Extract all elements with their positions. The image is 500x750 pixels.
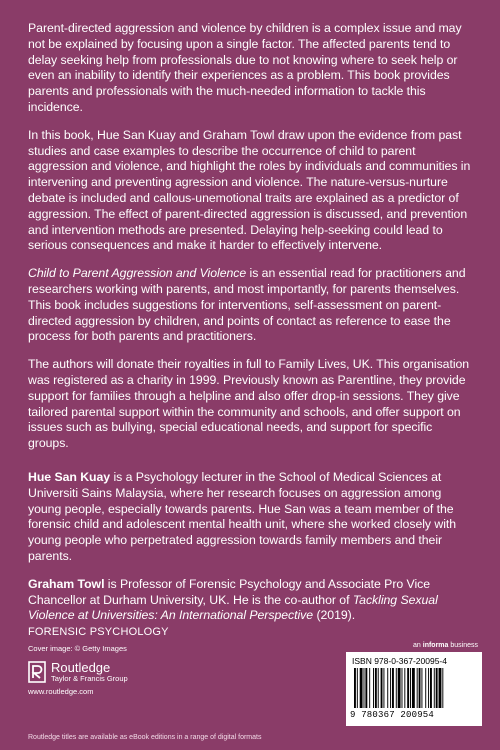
barcode-bar	[375, 668, 377, 708]
informa-business-label: an informa business	[413, 642, 478, 649]
barcode-bar	[387, 668, 388, 708]
author-2-year: (2019).	[313, 608, 356, 623]
barcode-icon	[352, 668, 476, 710]
barcode-bar	[412, 668, 415, 708]
routledge-logo-icon	[28, 661, 46, 683]
barcode-bar	[430, 668, 432, 708]
barcode-bar	[381, 668, 383, 708]
barcode-bar	[402, 668, 403, 708]
isbn-barcode-box	[346, 652, 482, 726]
barcode-bar	[436, 668, 438, 708]
publisher-block	[28, 626, 328, 696]
author-1-text: is a Psychology lecturer in the School of Medical Sciences at Universiti Sains Malaysia, where her research focuses on aggression among young people, especially towards parents. Hue San was a team member of the forensic child and adolescent mental health unit, where she worked closely with young people who perpetrated aggression towards family members and their parents.	[28, 469, 457, 563]
publisher-website: www.routledge.com	[28, 687, 94, 696]
barcode-bar	[364, 668, 365, 708]
barcode-bar	[396, 668, 397, 708]
author-1-name: Hue San Kuay	[28, 469, 111, 484]
barcode-bar	[357, 668, 358, 708]
author-bio-2	[28, 577, 476, 624]
barcode-bar	[378, 668, 379, 708]
barcode-bar	[442, 668, 443, 708]
publisher-name: Routledge	[51, 660, 111, 675]
barcode-bar	[354, 668, 356, 708]
publisher-logo-group	[28, 661, 328, 683]
barcode-bar	[392, 668, 394, 708]
book-title: Child to Parent Aggression and Violence	[28, 266, 247, 281]
barcode-bar	[421, 668, 422, 708]
ebook-note: Routledge titles are available as eBook editions in a range of digital formats	[28, 734, 262, 741]
barcode-bar	[383, 668, 384, 708]
barcode-bar	[417, 668, 418, 708]
description-paragraph-4: The authors will donate their royalties in full to Family Lives, UK. This organisation was registered as a charity in 1999. Previously known as Parentline, they provide support for families through a helpline and also offer drop-in sessions. They give tailored parental support within the community and schools, and offer support on issues such as bullying, special educational needs, and support for specific groups.	[28, 357, 470, 451]
isbn-label: ISBN 978-0-367-20095-4	[352, 656, 447, 666]
barcode-bar	[365, 668, 367, 708]
publisher-subtitle: Taylor & Francis Group	[51, 674, 128, 683]
barcode-bar	[398, 668, 401, 708]
barcode-bar	[425, 668, 426, 708]
category-label: FORENSIC PSYCHOLOGY	[28, 626, 169, 638]
barcode-bar	[404, 668, 405, 708]
informa-brand: informa	[422, 642, 449, 649]
barcode-bar	[390, 668, 391, 708]
barcode-bar	[360, 668, 363, 708]
barcode-bar	[434, 668, 435, 708]
description-paragraph-3	[28, 266, 476, 345]
barcode-bar	[373, 668, 374, 708]
description-paragraph-2: In this book, Hue San Kuay and Graham Towl draw upon the evidence from past studies and case examples to describe the occurrence of child to parent aggression and violence, and highlight the roles by individuals and communities in intervening and preventing agression and violence. The nature-versus-nurture debate is included and callous-unemotional traits are explained as a predictor of aggression. The effect of parent-directed aggression is discussed, and prevention and intervention methods are presented. Delaying help-seeking could lead to serious consequences and make it harder to effectively intervene.	[28, 127, 471, 253]
barcode-bar	[369, 668, 370, 708]
description-paragraph-1: Parent-directed aggression and violence by children is a complex issue and may not be explained by focusing upon a single factor. The affected parents tend to delay seeking help from professionals due to not knowing where to seek help or even an inability to identify their experiences as a problem. This book provides parents and professionals with the much-needed information to tackle this incidence.	[28, 21, 462, 114]
barcode-bar	[407, 668, 409, 708]
author-2-name: Graham Towl	[28, 576, 105, 591]
author-2-text: is Professor of Forensic Psychology and Associate Pro Vice Chancellor at Durham University, UK. He is the co-author of	[28, 576, 431, 607]
barcode-digits: 9 780367 200954	[350, 710, 435, 720]
cover-credit: Cover image: © Getty Images	[28, 644, 127, 653]
author-bio-1	[28, 470, 476, 565]
barcode-bar	[428, 668, 429, 708]
paragraph-3-text: is an essential read for practitioners and researchers working with parents, and most importantly, for parents themselves. This book includes suggestions for interventions, self-assessment on parent-directed aggression by children, and points of contact as reference to ease the process for both parents and practitioners.	[28, 266, 466, 344]
publisher-text	[51, 661, 128, 683]
back-cover-text	[28, 21, 476, 636]
barcode-bar	[419, 668, 421, 708]
barcode-bar	[439, 668, 442, 708]
barcode-bar	[410, 668, 411, 708]
author-2-book: Tackling Sexual Violence at Universities: An International Perspective	[28, 592, 438, 623]
